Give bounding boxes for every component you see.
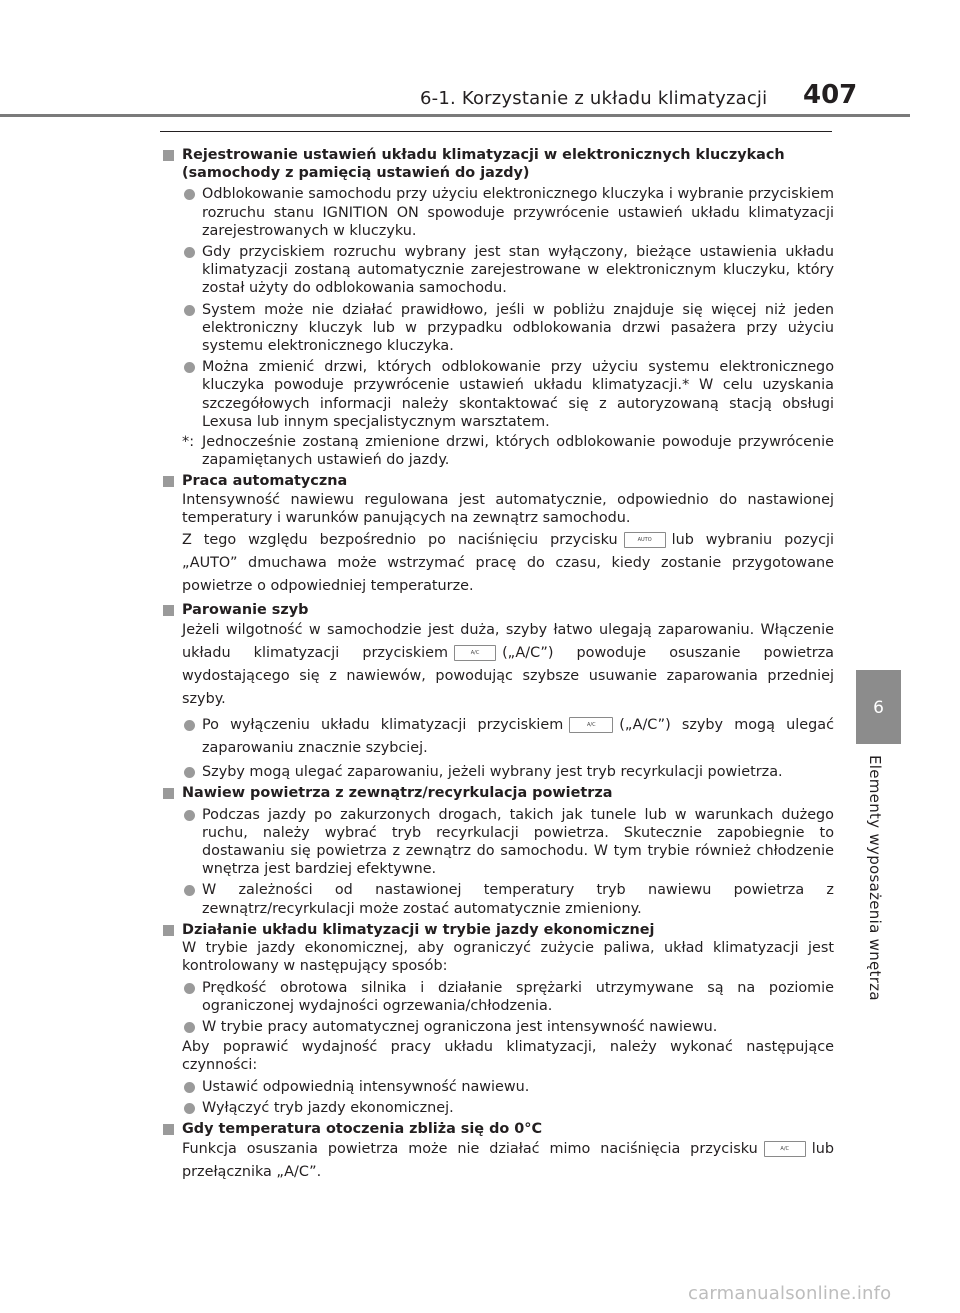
circle-bullet-icon bbox=[184, 1022, 195, 1033]
section-auto bbox=[160, 472, 834, 598]
paragraph: Funkcja osuszania powietrza może nie działać mimo naciśnięcia przycisku A/C lub przełącznika „A/C”. bbox=[182, 1141, 834, 1181]
circle-bullet-icon bbox=[184, 1082, 195, 1093]
circle-bullet-icon bbox=[184, 1103, 195, 1114]
square-bullet-icon bbox=[163, 150, 174, 161]
ac-button-icon: A/C bbox=[569, 717, 613, 733]
bullet-item: Odblokowanie samochodu przy użyciu elektronicznego kluczyka i wybranie przyciskiem rozruchu stanu IGNITION ON spowoduje przywrócenie ustawień układu klimatyzacji zarejestrowanych w kluczyku. bbox=[160, 185, 834, 240]
circle-bullet-icon bbox=[184, 885, 195, 896]
bullet-item: Gdy przyciskiem rozruchu wybrany jest stan wyłączony, bieżące ustawienia układu klimatyzacji zostaną automatycznie zarejestrowane w elektronicznym kluczyku, który został użyty do odblokowania samochodu. bbox=[160, 243, 834, 298]
section-heading: Parowanie szyb bbox=[160, 601, 834, 619]
paragraph: W trybie jazdy ekonomicznej, aby ograniczyć zużycie paliwa, układ klimatyzacji jest kontrolowany w następujący sposób: bbox=[182, 940, 834, 975]
header-title: 6-1. Korzystanie z układu klimatyzacji bbox=[420, 88, 768, 109]
bullet-item: Można zmienić drzwi, których odblokowanie przy użyciu systemu elektronicznego kluczyka powoduje przywrócenie ustawień układu klimatyzacji.* W celu uzyskania szczegółowych informacji należy skontaktować się z autoryzowaną stacją obsługi Lexusa lub innym specjalistycznym warsztatem. bbox=[160, 358, 834, 431]
circle-bullet-icon bbox=[184, 720, 195, 731]
circle-bullet-icon bbox=[184, 189, 195, 200]
chapter-side-label: Elementy wyposażenia wnętrza bbox=[866, 755, 884, 1001]
circle-bullet-icon bbox=[184, 305, 195, 316]
bullet-item: Prędkość obrotowa silnika i działanie sprężarki utrzymywane są na poziomie ograniczonej wydajności ogrzewania/chłodzenia. bbox=[160, 979, 834, 1015]
ac-button-icon: A/C bbox=[454, 645, 496, 661]
page-number: 407 bbox=[803, 80, 858, 110]
section-freezing bbox=[160, 1120, 834, 1184]
section-fogging bbox=[160, 601, 834, 781]
bullet-item: Po wyłączeniu układu klimatyzacji przyciskiem A/C („A/C”) szyby mogą ulegać zaparowaniu znacznie szybciej. bbox=[160, 714, 834, 760]
watermark: carmanualsonline.info bbox=[688, 1283, 892, 1304]
content-top-rule bbox=[160, 131, 832, 132]
footnote: *: Jednocześnie zostaną zmienione drzwi, których odblokowanie powoduje przywrócenie zapamiętanych ustawień do jazdy. bbox=[182, 434, 834, 469]
section-heading: Rejestrowanie ustawień układu klimatyzacji w elektronicznych kluczykach (samochody z pamięcią ustawień do jazdy) bbox=[160, 146, 834, 182]
paragraph: Intensywność nawiewu regulowana jest automatycznie, odpowiednio do nastawionej temperatury i warunków panujących na zewnątrz samochodu. bbox=[182, 491, 834, 526]
auto-button-icon: AUTO bbox=[624, 532, 666, 548]
bullet-item: Szyby mogą ulegać zaparowaniu, jeżeli wybrany jest tryb recyrkulacji powietrza. bbox=[160, 763, 834, 781]
chapter-tab bbox=[856, 670, 901, 744]
circle-bullet-icon bbox=[184, 810, 195, 821]
section-eco bbox=[160, 921, 834, 1117]
square-bullet-icon bbox=[163, 605, 174, 616]
section-memory bbox=[160, 146, 834, 469]
page-header bbox=[0, 0, 960, 118]
section-heading: Nawiew powietrza z zewnątrz/recyrkulacja powietrza bbox=[160, 784, 834, 802]
circle-bullet-icon bbox=[184, 247, 195, 258]
page-content bbox=[160, 146, 834, 1187]
section-recirculation bbox=[160, 784, 834, 917]
bullet-item: Ustawić odpowiednią intensywność nawiewu. bbox=[160, 1078, 834, 1096]
paragraph: Z tego względu bezpośrednio po naciśnięciu przycisku AUTO lub wybraniu pozycji „AUTO” dmuchawa może wstrzymać pracę do czasu, kiedy zostanie przygotowane powietrze o odpowiedniej temperaturze. bbox=[182, 532, 835, 595]
section-heading: Działanie układu klimatyzacji w trybie jazdy ekonomicznej bbox=[160, 921, 834, 939]
bullet-item: W zależności od nastawionej temperatury tryb nawiewu powietrza z zewnątrz/recyrkulacji może zostać automatycznie zmieniony. bbox=[160, 881, 834, 917]
circle-bullet-icon bbox=[184, 362, 195, 373]
bullet-item: Podczas jazdy po zakurzonych drogach, takich jak tunele lub w warunkach dużego ruchu, należy wybrać tryb recyrkulacji powietrza. Skutecznie zapobiegnie to dostawaniu się powietrza z zewnątrz do samochodu. W tym trybie również chłodzenie wnętrza jest bardziej efektywne. bbox=[160, 806, 834, 879]
chapter-number: 6 bbox=[873, 698, 884, 718]
circle-bullet-icon bbox=[184, 767, 195, 778]
footnote-mark: *: bbox=[182, 434, 195, 451]
bullet-item: System może nie działać prawidłowo, jeśli w pobliżu znajduje się więcej niż jeden elektroniczny kluczyk lub w przypadku odblokowania drzwi pasażera przy użyciu systemu elektronicznego kluczyka. bbox=[160, 301, 834, 356]
section-heading: Praca automatyczna bbox=[160, 472, 834, 490]
paragraph: Aby poprawić wydajność pracy układu klimatyzacji, należy wykonać następujące czynności: bbox=[182, 1039, 834, 1074]
section-heading: Gdy temperatura otoczenia zbliża się do 0°C bbox=[160, 1120, 834, 1138]
circle-bullet-icon bbox=[184, 983, 195, 994]
square-bullet-icon bbox=[163, 925, 174, 936]
header-divider bbox=[0, 114, 910, 117]
square-bullet-icon bbox=[163, 1124, 174, 1135]
bullet-item: W trybie pracy automatycznej ograniczona jest intensywność nawiewu. bbox=[160, 1018, 834, 1036]
paragraph: Jeżeli wilgotność w samochodzie jest duża, szyby łatwo ulegają zaparowaniu. Włączenie układu klimatyzacji przyciskiem A/C („A/C”) powoduje osuszanie powietrza wydostającego się z nawiewów, powodując szybsze usuwanie zaparowania przedniej szyby. bbox=[182, 622, 835, 708]
bullet-item: Wyłączyć tryb jazdy ekonomicznej. bbox=[160, 1099, 834, 1117]
square-bullet-icon bbox=[163, 476, 174, 487]
ac-button-icon: A/C bbox=[764, 1141, 806, 1157]
square-bullet-icon bbox=[163, 788, 174, 799]
